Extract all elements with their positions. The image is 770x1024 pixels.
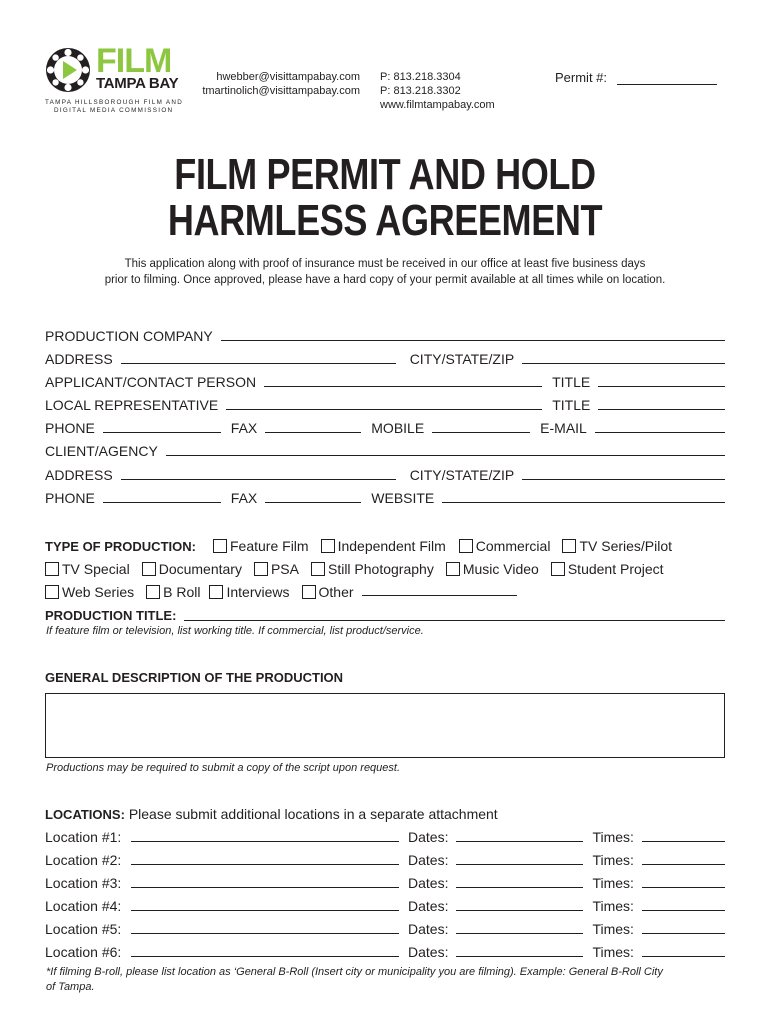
locations-heading-note: Please submit additional locations in a separate attachment [128, 806, 498, 822]
location-3-dates-line[interactable] [456, 887, 583, 888]
tv-series-box[interactable] [562, 539, 576, 553]
production-title-row [45, 606, 725, 624]
commercial-box[interactable] [459, 539, 473, 553]
production-type-row-2 [45, 560, 664, 578]
location-4-times-line[interactable] [642, 910, 725, 911]
contact-email-1[interactable]: hwebber@visittampabay.com [216, 71, 360, 83]
location-2-dates-line[interactable] [456, 864, 583, 865]
interviews-label: Interviews [226, 584, 290, 600]
location-row-2 [45, 850, 725, 868]
client-agency-label: CLIENT/AGENCY [45, 443, 158, 459]
checkbox-interviews[interactable] [209, 584, 289, 600]
location-2-dates-label: Dates: [408, 852, 449, 868]
location-5-times-line[interactable] [642, 933, 725, 934]
location-6-dates-line[interactable] [456, 956, 583, 957]
production-title-line[interactable] [184, 620, 725, 621]
location-1-dates-label: Dates: [408, 829, 449, 845]
checkbox-tv-series[interactable] [562, 538, 672, 554]
checkbox-student-project[interactable] [551, 561, 664, 577]
film-reel-icon [44, 46, 92, 94]
city-state-zip-line[interactable] [522, 363, 725, 364]
mobile-line[interactable] [432, 432, 530, 433]
documentary-box[interactable] [142, 562, 156, 576]
permit-label: Permit #: [555, 70, 608, 85]
checkbox-commercial[interactable] [459, 538, 551, 554]
address-row [45, 349, 725, 367]
location-6-dates-label: Dates: [408, 944, 449, 960]
checkbox-feature-film[interactable] [213, 538, 309, 554]
location-5-line[interactable] [131, 933, 399, 934]
independent-film-box[interactable] [321, 539, 335, 553]
locations-footnote [46, 965, 736, 995]
checkbox-other[interactable] [302, 584, 354, 600]
client-website-label: WEBSITE [371, 490, 435, 506]
production-company-label: PRODUCTION COMPANY [45, 328, 213, 344]
production-title-label: PRODUCTION TITLE: [45, 608, 177, 623]
feature-film-label: Feature Film [230, 538, 309, 554]
checkbox-psa[interactable] [254, 561, 299, 577]
checkbox-b-roll[interactable] [146, 584, 200, 600]
location-2-line[interactable] [131, 864, 399, 865]
location-3-dates-label: Dates: [408, 875, 449, 891]
production-title-note: If feature film or television, list working title. If commercial, list product/service. [46, 625, 424, 637]
applicant-label: APPLICANT/CONTACT PERSON [45, 374, 257, 390]
location-3-label: Location #3: [45, 875, 122, 891]
general-description-heading: GENERAL DESCRIPTION OF THE PRODUCTION [45, 670, 344, 685]
local-rep-line[interactable] [226, 409, 542, 410]
location-row-4 [45, 896, 725, 914]
logo-subtitle [45, 99, 195, 114]
location-4-dates-label: Dates: [408, 898, 449, 914]
psa-label: PSA [270, 561, 299, 577]
local-rep-title-label: TITLE [552, 397, 591, 413]
location-row-1 [45, 827, 725, 845]
city-state-zip-label: CITY/STATE/ZIP [409, 351, 515, 367]
client-city-state-zip-label: CITY/STATE/ZIP [409, 467, 515, 483]
location-row-5 [45, 919, 725, 937]
location-6-times-label: Times: [592, 944, 634, 960]
applicant-title-line[interactable] [598, 386, 725, 387]
locations-heading-label: LOCATIONS: [45, 807, 125, 822]
psa-box[interactable] [254, 562, 268, 576]
client-address-line[interactable] [121, 479, 396, 480]
phone-row [45, 418, 725, 436]
web-series-box[interactable] [45, 585, 59, 599]
checkbox-web-series[interactable] [45, 584, 134, 600]
client-agency-line[interactable] [166, 455, 725, 456]
location-row-6 [45, 942, 725, 960]
contact-website[interactable]: www.filmtampabay.com [380, 99, 495, 111]
film-tampa-bay-logo [44, 44, 194, 114]
production-type-heading: TYPE OF PRODUCTION: [45, 538, 196, 554]
tv-series-label: TV Series/Pilot [579, 538, 673, 554]
page-title-line2: HARMLESS AGREEMENT [167, 196, 603, 245]
production-company-line[interactable] [221, 340, 725, 341]
contact-phone-2: P: 813.218.3302 [380, 85, 461, 97]
mobile-label: MOBILE [371, 420, 425, 436]
locations-heading [45, 806, 498, 822]
location-6-line[interactable] [131, 956, 399, 957]
location-4-label: Location #4: [45, 898, 122, 914]
client-phone-line[interactable] [103, 502, 221, 503]
location-5-label: Location #5: [45, 921, 122, 937]
location-2-times-label: Times: [592, 852, 634, 868]
b-roll-label: B Roll [163, 584, 201, 600]
location-5-dates-label: Dates: [408, 921, 449, 937]
music-video-label: Music Video [462, 561, 539, 577]
phone-line[interactable] [103, 432, 221, 433]
general-description-box[interactable] [45, 693, 725, 758]
location-4-times-label: Times: [592, 898, 634, 914]
student-project-box[interactable] [551, 562, 565, 576]
location-6-times-line[interactable] [642, 956, 725, 957]
interviews-box[interactable] [209, 585, 223, 599]
applicant-row [45, 372, 725, 390]
address-label: ADDRESS [45, 351, 113, 367]
page-title-line1: FILM PERMIT AND HOLD [174, 150, 596, 199]
applicant-title-label: TITLE [552, 374, 591, 390]
location-6-label: Location #6: [45, 944, 122, 960]
client-address-row [45, 465, 725, 483]
client-phone-label: PHONE [45, 490, 95, 506]
phone-label: PHONE [45, 420, 95, 436]
permit-number-line[interactable] [617, 73, 717, 85]
client-fax-line[interactable] [265, 502, 361, 503]
music-video-box[interactable] [446, 562, 460, 576]
location-1-dates-line[interactable] [456, 841, 583, 842]
logo-word-tampa-bay: TAMPA BAY [96, 75, 179, 92]
contact-phones [380, 70, 495, 112]
location-5-times-label: Times: [592, 921, 634, 937]
email-label: E-MAIL [540, 420, 587, 436]
checkbox-still-photography[interactable] [311, 561, 434, 577]
fax-label: FAX [230, 420, 258, 436]
page-title [69, 152, 700, 244]
contact-email-2[interactable]: tmartinolich@visittampabay.com [202, 85, 360, 97]
production-type-row-3 [45, 583, 517, 601]
location-3-line[interactable] [131, 887, 399, 888]
client-phone-row [45, 488, 725, 506]
logo-subtitle-line1: TAMPA HILLSBOROUGH FILM AND [45, 99, 184, 106]
other-box[interactable] [302, 585, 316, 599]
location-1-times-line[interactable] [642, 841, 725, 842]
client-city-state-zip-line[interactable] [522, 479, 725, 480]
location-row-3 [45, 873, 725, 891]
checkbox-independent-film[interactable] [321, 538, 446, 554]
location-2-times-line[interactable] [642, 864, 725, 865]
intro-text [0, 256, 770, 288]
location-1-label: Location #1: [45, 829, 122, 845]
local-rep-label: LOCAL REPRESENTATIVE [45, 397, 219, 413]
address-line[interactable] [121, 363, 396, 364]
web-series-label: Web Series [62, 584, 135, 600]
checkbox-tv-special[interactable] [45, 561, 130, 577]
location-2-label: Location #2: [45, 852, 122, 868]
tv-special-label: TV Special [62, 561, 130, 577]
other-label: Other [318, 584, 354, 600]
applicant-line[interactable] [264, 386, 542, 387]
documentary-label: Documentary [158, 561, 242, 577]
production-type-row-1 [45, 537, 672, 555]
independent-film-label: Independent Film [337, 538, 446, 554]
location-1-line[interactable] [131, 841, 399, 842]
local-rep-row [45, 395, 725, 413]
tv-special-box[interactable] [45, 562, 59, 576]
contact-emails [200, 70, 360, 98]
still-photography-box[interactable] [311, 562, 325, 576]
email-line[interactable] [595, 432, 725, 433]
location-3-times-label: Times: [592, 875, 634, 891]
client-address-label: ADDRESS [45, 467, 113, 483]
b-roll-box[interactable] [146, 585, 160, 599]
location-5-dates-line[interactable] [456, 933, 583, 934]
other-line[interactable] [362, 595, 517, 596]
location-3-times-line[interactable] [642, 887, 725, 888]
checkbox-documentary[interactable] [142, 561, 242, 577]
client-fax-label: FAX [230, 490, 258, 506]
fax-line[interactable] [265, 432, 361, 433]
intro-line2: prior to filming. Once approved, please have a hard copy of your permit available at all times while on location. [104, 274, 666, 286]
local-rep-title-line[interactable] [598, 409, 725, 410]
logo-word-film: FILM [96, 42, 172, 80]
checkbox-music-video[interactable] [446, 561, 539, 577]
student-project-label: Student Project [567, 561, 664, 577]
location-4-dates-line[interactable] [456, 910, 583, 911]
permit-number-field [555, 70, 717, 85]
locations-footnote-line1: *If filming B-roll, please list location as ‘General B-Roll (Insert city or municipality you are filming). Example: General B-Roll City [46, 966, 663, 978]
location-4-line[interactable] [131, 910, 399, 911]
locations-footnote-line2: of Tampa. [46, 981, 95, 993]
still-photography-label: Still Photography [327, 561, 434, 577]
general-description-note: Productions may be required to submit a copy of the script upon request. [46, 762, 401, 774]
intro-line1: This application along with proof of insurance must be received in our office at least five business days [124, 258, 646, 270]
contact-phone-1: P: 813.218.3304 [380, 71, 461, 83]
feature-film-box[interactable] [213, 539, 227, 553]
location-1-times-label: Times: [592, 829, 634, 845]
client-website-line[interactable] [442, 502, 725, 503]
client-agency-row [45, 441, 725, 459]
commercial-label: Commercial [475, 538, 551, 554]
production-company-row [45, 326, 725, 344]
logo-subtitle-line2: DIGITAL MEDIA COMMISSION [54, 106, 174, 114]
